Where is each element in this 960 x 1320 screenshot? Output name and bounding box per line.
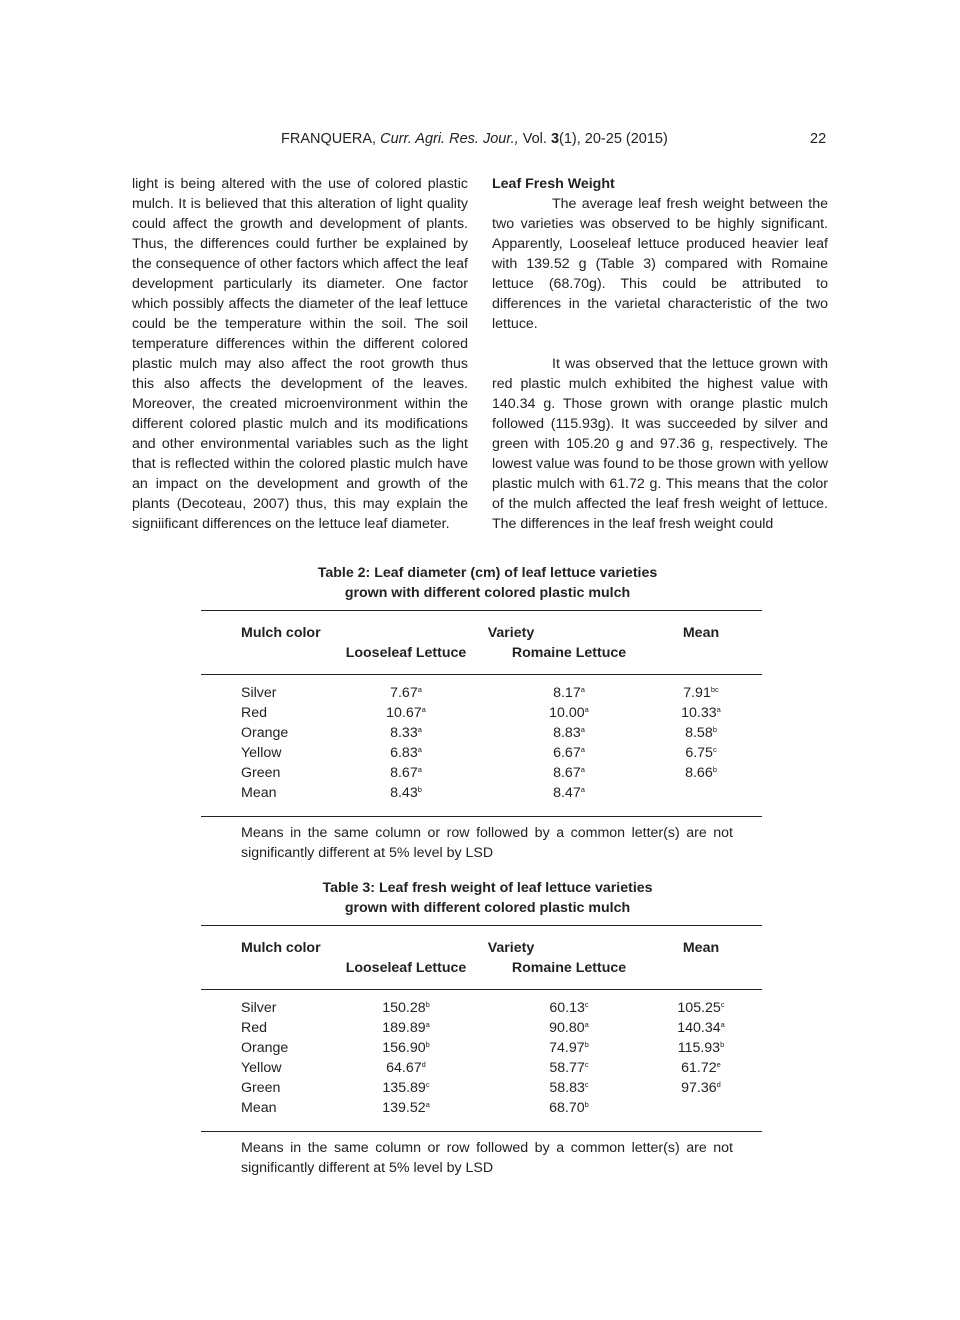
mean-cell: [661, 1058, 741, 1078]
mean-cell: [661, 1038, 741, 1058]
romaine-cell: [497, 723, 641, 743]
row-label: [241, 703, 267, 723]
cell-value: 58.77: [549, 1060, 585, 1076]
significance-letter: c: [712, 744, 717, 754]
looseleaf-cell: [336, 1078, 476, 1098]
body-paragraph: light is being altered with the use of colored plastic mulch. It is believed that this alteration of light quality could affect the growth and development of plants. Thus, the differences could further be explained by the consequence of other factors which affect the leaf development particularly its diameter. One factor which possibly affects the diameter of the leaf lettuce could be the temperature within the soil. The soil temperature differences within the different colored plastic mulch may also affect the root growth thus this also affects the development of the leaves. Moreover, the created microenvironment within the different colored plastic mulch and its modifications and other environmental variables such as the light that is reflected within the colored plastic mulch have an impact on the development and growth of the plants (Decoteau, 2007) thus, this may explain the signiificant differences on the lettuce leaf diameter.: [132, 176, 468, 532]
looseleaf-cell: [336, 1018, 476, 1038]
header-variety: Variety: [487, 625, 535, 641]
mean-cell: [661, 723, 741, 743]
cell-value: 6.67: [553, 745, 581, 761]
caption-line: Table 3: Leaf fresh weight of leaf lettuce varieties: [322, 880, 653, 896]
row-label: [241, 1098, 277, 1118]
significance-letter: a: [417, 724, 422, 734]
row-label: [241, 683, 276, 703]
significance-letter: c: [584, 1059, 589, 1069]
mean-cell: [661, 703, 741, 723]
significance-letter: a: [716, 704, 721, 714]
mean-cell: [661, 1078, 741, 1098]
author-name: FRANQUERA,: [281, 131, 381, 147]
mean-cell: [661, 763, 741, 783]
cell-value: Green: [241, 1080, 281, 1096]
cell-value: Silver: [241, 685, 277, 701]
volume-number: 3: [550, 131, 560, 147]
row-label: [241, 1058, 282, 1078]
cell-value: Mean: [241, 1100, 277, 1116]
row-label: [241, 1018, 267, 1038]
left-column: [132, 174, 468, 534]
table-rule: [201, 674, 762, 675]
cell-value: 90.80: [549, 1020, 585, 1036]
significance-letter: b: [417, 784, 422, 794]
header-mulch-color: Mulch color: [241, 625, 321, 641]
significance-letter: b: [584, 1039, 589, 1049]
cell-value: 10.33: [681, 705, 717, 721]
significance-letter: b: [425, 999, 430, 1009]
cell-value: 135.89: [382, 1080, 426, 1096]
significance-letter: a: [580, 744, 585, 754]
romaine-cell: [497, 1018, 641, 1038]
significance-letter: a: [417, 744, 422, 754]
significance-letter: c: [720, 999, 725, 1009]
cell-value: 6.75: [685, 745, 713, 761]
caption-line: Table 2: Leaf diameter (cm) of leaf lettuce varieties: [317, 565, 658, 581]
table-note: Means in the same column or row followed by a common letter(s) are not significantly different at 5% level by LSD: [241, 1140, 733, 1176]
page-number: 22: [810, 131, 827, 147]
cell-value: 60.13: [549, 1000, 585, 1016]
significance-letter: a: [580, 784, 585, 794]
cell-value: Silver: [241, 1000, 277, 1016]
header-looseleaf: Looseleaf Lettuce: [345, 960, 467, 976]
running-header: [0, 129, 960, 149]
looseleaf-cell: [336, 1038, 476, 1058]
row-label: [241, 1038, 288, 1058]
significance-letter: c: [584, 1079, 589, 1089]
romaine-cell: [497, 998, 641, 1018]
table-rule: [201, 989, 762, 990]
significance-letter: b: [720, 1039, 725, 1049]
significance-letter: c: [584, 999, 589, 1009]
header-romaine: Romaine Lettuce: [511, 960, 627, 976]
cell-value: 8.43: [390, 785, 418, 801]
romaine-cell: [497, 743, 641, 763]
cell-value: 8.58: [685, 725, 713, 741]
header-looseleaf: Looseleaf Lettuce: [345, 645, 467, 661]
caption-line: grown with different colored plastic mulch: [344, 585, 631, 601]
cell-value: 74.97: [549, 1040, 585, 1056]
cell-value: 64.67: [386, 1060, 422, 1076]
significance-letter: b: [712, 764, 717, 774]
cell-value: Yellow: [241, 1060, 282, 1076]
table-caption: [200, 878, 775, 918]
mean-cell: [661, 998, 741, 1018]
significance-letter: e: [716, 1059, 721, 1069]
mean-cell: [661, 1018, 741, 1038]
significance-letter: b: [712, 724, 717, 734]
significance-letter: a: [421, 704, 426, 714]
row-label: [241, 763, 280, 783]
cell-value: Red: [241, 1020, 268, 1036]
looseleaf-cell: [336, 703, 476, 723]
looseleaf-cell: [336, 998, 476, 1018]
row-label: [241, 743, 282, 763]
significance-letter: a: [417, 764, 422, 774]
cell-value: 8.47: [553, 785, 581, 801]
looseleaf-cell: [336, 763, 476, 783]
significance-letter: bc: [710, 684, 719, 694]
romaine-cell: [497, 783, 641, 803]
section-heading: Leaf Fresh Weight: [492, 176, 615, 192]
cell-value: Yellow: [241, 745, 282, 761]
significance-letter: a: [425, 1099, 430, 1109]
body-paragraph: It was observed that the lettuce grown with red plastic mulch exhibited the highest value with 140.34 g. Those grown with orange plastic mulch followed (115.93g). It was succeeded by silver and green with 105.20 g and 97.36 g, respectively. The lowest value was found to be those grown with yellow plastic mulch with 61.72 g. This means that the color of the mulch affected the leaf fresh weight of lettuce. The differences in the leaf fresh weight could: [492, 356, 828, 532]
table-rule: [201, 1131, 762, 1132]
cell-value: 140.34: [677, 1020, 721, 1036]
citation: [281, 129, 668, 149]
row-label: [241, 723, 288, 743]
cell-value: 115.93: [677, 1040, 721, 1056]
table-rule: [201, 925, 762, 926]
cell-value: 8.67: [390, 765, 418, 781]
header-mean: Mean: [682, 625, 720, 641]
issue-pages: (1), 20-25 (2015): [559, 131, 668, 147]
looseleaf-cell: [336, 783, 476, 803]
row-label: [241, 783, 277, 803]
significance-letter: a: [580, 724, 585, 734]
header-mean: Mean: [682, 940, 720, 956]
cell-value: Mean: [241, 785, 277, 801]
cell-value: 10.00: [549, 705, 585, 721]
romaine-cell: [497, 1058, 641, 1078]
cell-value: 189.89: [382, 1020, 426, 1036]
significance-letter: c: [425, 1079, 430, 1089]
significance-letter: a: [417, 684, 422, 694]
looseleaf-cell: [336, 1058, 476, 1078]
romaine-cell: [497, 1038, 641, 1058]
significance-letter: a: [584, 1019, 589, 1029]
cell-value: 8.17: [553, 685, 581, 701]
journal-name: Curr. Agri. Res. Jour.,: [380, 131, 519, 147]
cell-value: 139.52: [382, 1100, 426, 1116]
mean-cell: [661, 743, 741, 763]
significance-letter: a: [580, 684, 585, 694]
significance-letter: d: [716, 1079, 721, 1089]
looseleaf-cell: [336, 683, 476, 703]
table-note: Means in the same column or row followed by a common letter(s) are not significantly different at 5% level by LSD: [241, 825, 733, 861]
romaine-cell: [497, 683, 641, 703]
significance-letter: a: [425, 1019, 430, 1029]
cell-value: 8.33: [390, 725, 418, 741]
cell-value: 7.67: [390, 685, 418, 701]
cell-value: 8.83: [553, 725, 581, 741]
looseleaf-cell: [336, 1098, 476, 1118]
romaine-cell: [497, 703, 641, 723]
cell-value: 150.28: [382, 1000, 426, 1016]
looseleaf-cell: [336, 723, 476, 743]
header-romaine: Romaine Lettuce: [511, 645, 627, 661]
table-rule: [201, 610, 762, 611]
cell-value: Green: [241, 765, 281, 781]
significance-letter: a: [580, 764, 585, 774]
significance-letter: b: [584, 1099, 589, 1109]
body-paragraph: The average leaf fresh weight between the two varieties was observed to be highly significant. Apparently, Looseleaf lettuce produced heavier leaf with 139.52 g (Table 3) compared with Romaine lettuce (68.70g). This could be attributed to differences in the varietal characteristic of the two lettuce.: [492, 196, 828, 332]
header-mulch-color: Mulch color: [241, 940, 321, 956]
romaine-cell: [497, 763, 641, 783]
romaine-cell: [497, 1078, 641, 1098]
looseleaf-cell: [336, 743, 476, 763]
table-caption: [200, 563, 775, 603]
cell-value: Orange: [241, 725, 289, 741]
table-rule: [201, 816, 762, 817]
header-variety: Variety: [487, 940, 535, 956]
cell-value: 61.72: [681, 1060, 717, 1076]
row-label: [241, 1078, 280, 1098]
right-column: [492, 174, 828, 534]
romaine-cell: [497, 1098, 641, 1118]
cell-value: 68.70: [549, 1100, 585, 1116]
volume-prefix: Vol.: [518, 131, 551, 147]
cell-value: 156.90: [382, 1040, 426, 1056]
significance-letter: d: [421, 1059, 426, 1069]
cell-value: 8.67: [553, 765, 581, 781]
mean-cell: [661, 683, 741, 703]
cell-value: 6.83: [390, 745, 418, 761]
significance-letter: a: [720, 1019, 725, 1029]
cell-value: 97.36: [681, 1080, 717, 1096]
cell-value: 7.91: [683, 685, 711, 701]
significance-letter: a: [584, 704, 589, 714]
significance-letter: b: [425, 1039, 430, 1049]
cell-value: 10.67: [386, 705, 422, 721]
cell-value: Orange: [241, 1040, 289, 1056]
caption-line: grown with different colored plastic mulch: [344, 900, 631, 916]
row-label: [241, 998, 276, 1018]
cell-value: 58.83: [549, 1080, 585, 1096]
cell-value: 105.25: [677, 1000, 721, 1016]
cell-value: 8.66: [685, 765, 713, 781]
cell-value: Red: [241, 705, 268, 721]
